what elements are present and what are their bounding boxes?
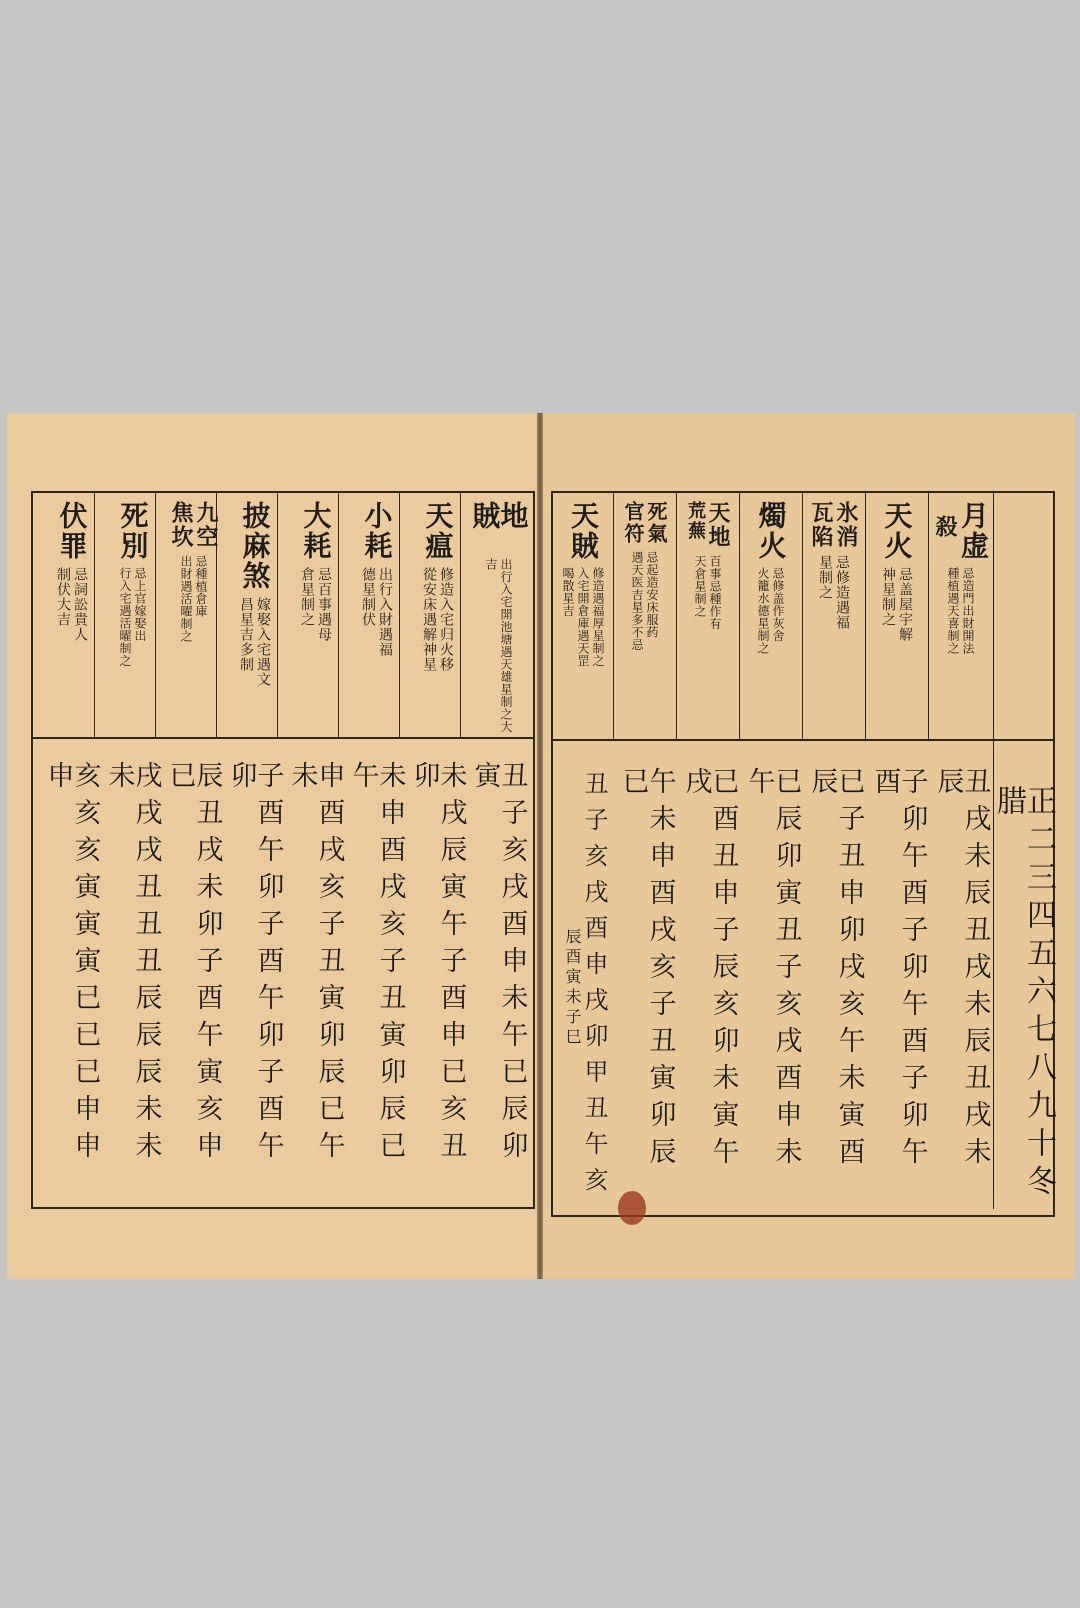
- term-desc: 入宅開倉庫遇天罡: [576, 567, 590, 667]
- months-header: 正二三四五六七八九十冬腊: [991, 785, 1056, 1203]
- term-desc: 行入宅遇活曜制之: [118, 567, 132, 667]
- term-desc: 忌詞訟貴人: [72, 567, 88, 642]
- term-prefix: 荒蕪: [685, 501, 706, 541]
- term-desc: 倉星制之: [299, 567, 315, 627]
- term-desc: 種植遇天喜制之: [946, 567, 960, 655]
- term-entry: [285, 501, 346, 733]
- right-table: [553, 767, 993, 1207]
- table-column: 子卯午酉子卯午酉子卯午酉: [869, 767, 928, 1174]
- table-column: 丑子亥戌酉申戌卯甲丑午亥: [580, 771, 608, 1203]
- term-entry: [802, 501, 865, 735]
- term-entry: [407, 501, 468, 733]
- table-column: 辰丑戌未卯子酉午寅亥申已: [164, 761, 223, 1168]
- table-column: 申酉戌亥子丑寅卯辰已午未: [286, 761, 345, 1168]
- term-name: 死別: [116, 501, 150, 561]
- term-desc: 制伏大吉: [55, 567, 71, 627]
- term-name: 天賊: [567, 501, 600, 561]
- term-entry: [676, 501, 739, 735]
- term-prefix: 殺: [932, 515, 958, 539]
- term-desc: 德星制伏: [360, 567, 376, 627]
- left-page-frame: [31, 491, 535, 1209]
- table-column: 子酉午卯子酉午卯子酉午卯: [225, 761, 284, 1168]
- table-column: 未戌辰寅午子酉申已亥丑卯: [408, 761, 467, 1168]
- term-entry: [41, 501, 102, 733]
- term-entry: [163, 501, 224, 733]
- term-desc: 從安床遇解神星: [421, 567, 437, 672]
- term-name: 燭火: [754, 501, 788, 561]
- term-entry: [468, 501, 529, 733]
- term-desc: 修造入宅归火移: [438, 567, 454, 672]
- term-desc: 嫁娶入宅遇文: [255, 597, 271, 687]
- table-column: 已辰卯寅丑子亥戌酉申未午: [743, 767, 802, 1174]
- term-desc: 吉: [484, 558, 498, 571]
- term-name: 伏罪: [55, 501, 89, 561]
- term-name: 大耗: [299, 501, 333, 561]
- term-desc: 火籠水德星制之: [756, 567, 770, 655]
- left-terms: [35, 501, 529, 733]
- term-desc: 昌星吉多制: [238, 597, 254, 672]
- term-desc: 忌種植倉庫: [194, 555, 208, 618]
- term-name: 天瘟: [421, 501, 455, 561]
- term-name: 死氣: [644, 501, 668, 545]
- book-spread: [7, 413, 1075, 1279]
- term-entry: [928, 501, 993, 735]
- term-desc: 忌百事遇母: [316, 567, 332, 642]
- term-entry: [739, 501, 802, 735]
- term-entry: [224, 501, 285, 733]
- term-desc: 遇天医吉星多不忌: [630, 551, 644, 651]
- table-column: 丑子亥戌酉申未午已辰卯寅: [469, 761, 528, 1168]
- right-header-divider: [553, 739, 1053, 741]
- ink-stain: [618, 1191, 646, 1225]
- table-column: 亥亥亥寅寅寅已已已申申申: [42, 761, 101, 1168]
- term-desc: 忌修造遇福: [834, 555, 850, 630]
- table-column: 戌戌戌丑丑丑辰辰辰未未未: [103, 761, 162, 1168]
- term-desc: 忌起造安床服药: [645, 551, 659, 639]
- term-entry: [553, 501, 613, 735]
- term-desc: 修造遇福厚星制之: [591, 567, 605, 667]
- table-column: 已子丑申卯戌亥午未寅酉辰: [806, 767, 865, 1174]
- right-page: [543, 413, 1075, 1279]
- small-column: 辰酉寅未子巳: [563, 928, 582, 1048]
- term-name: 小耗: [360, 501, 394, 561]
- right-terms: [553, 501, 993, 735]
- term-desc: 忌修盖作灰舍: [771, 567, 785, 642]
- term-name: 地賊: [468, 501, 530, 531]
- term-desc: 出行入宅開池塘遇天雄星制之大: [499, 558, 513, 733]
- term-entry: [102, 501, 163, 733]
- term-name: 天地: [705, 501, 731, 549]
- term-prefix: 焦坎: [168, 501, 194, 549]
- term-desc: 神星制之: [880, 567, 896, 627]
- right-page-frame: [551, 491, 1055, 1217]
- term-prefix: 官符: [621, 501, 645, 545]
- term-entry: [865, 501, 928, 735]
- term-name: 氷消: [833, 501, 859, 549]
- table-column: 午未申酉戌亥子丑寅卯辰已: [617, 767, 676, 1174]
- term-name: 天火: [880, 501, 914, 561]
- left-table: [35, 761, 529, 1201]
- term-entry: [613, 501, 676, 735]
- term-desc: 出行入財遇福: [377, 567, 393, 657]
- term-entry: [346, 501, 407, 733]
- term-name: 披麻煞: [238, 501, 272, 591]
- term-desc: 天倉星制之: [693, 555, 707, 618]
- term-desc: 百事忌種作有: [708, 555, 722, 630]
- table-column: 已酉丑申子辰亥卯未寅午戌: [680, 767, 739, 1174]
- term-name: 九空: [193, 501, 219, 549]
- term-prefix: 瓦陷: [808, 501, 834, 549]
- table-column: 丑戌未辰丑戌未辰丑戌未辰: [932, 767, 991, 1174]
- left-page: [7, 413, 537, 1279]
- month-column: [991, 785, 1056, 1205]
- term-desc: 忌上官嫁娶出: [133, 567, 147, 642]
- split-column: [555, 767, 615, 1207]
- term-desc: 出財遇活曜制之: [179, 555, 193, 643]
- table-column: 未申酉戌亥子丑寅卯辰已午: [347, 761, 406, 1168]
- term-desc: 星制之: [817, 555, 833, 600]
- term-name: 月虚: [957, 501, 990, 561]
- term-desc: 喝散星吉: [561, 567, 575, 617]
- left-header-divider: [33, 737, 533, 739]
- term-desc: 忌造門出財開法: [961, 567, 975, 655]
- term-desc: 忌盖屋宇解: [897, 567, 913, 642]
